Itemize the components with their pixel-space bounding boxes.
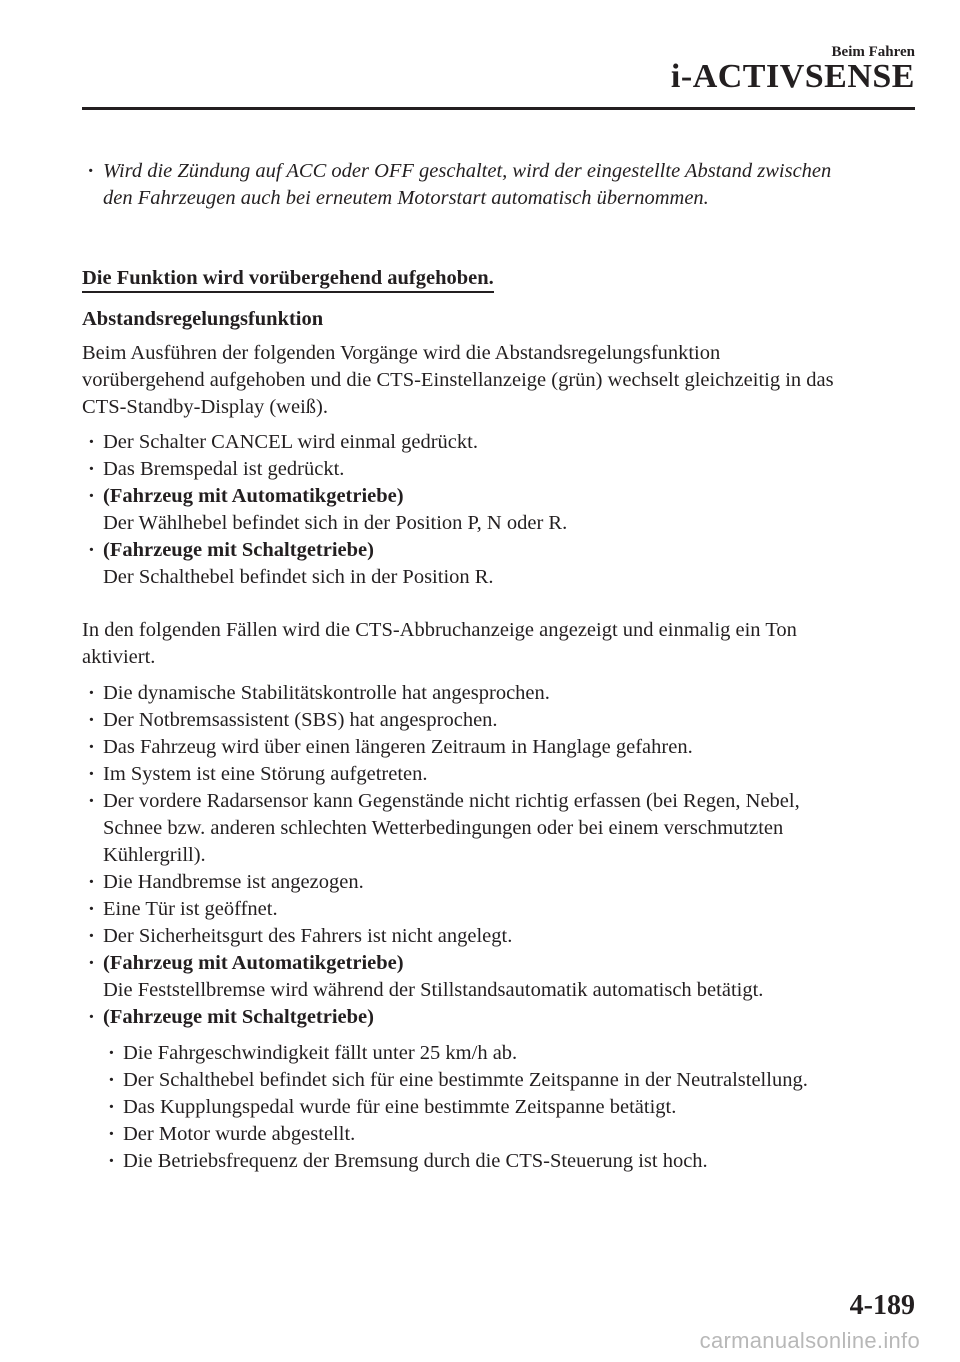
intro-bullet-line: den Fahrzeugen auch bei erneutem Motorstart automatisch übernommen. — [103, 187, 709, 209]
list-item — [82, 950, 922, 1004]
list-item: · (Fahrzeuge mit Schaltgetriebe) — [82, 1004, 922, 1031]
list-item-text: Der Schalthebel befindet sich in der Position R. — [103, 566, 494, 588]
list-item: · Der Sicherheitsgurt des Fahrers ist nicht angelegt. — [82, 923, 922, 950]
watermark: carmanualsonline.info — [699, 1328, 920, 1353]
sublist-item: · Der Motor wurde abgestellt. — [102, 1121, 922, 1148]
paragraph-line: In den folgenden Fällen wird die CTS-Abbruchanzeige angezeigt und einmalig ein Ton — [82, 619, 797, 641]
list-item: · Der Schalter CANCEL wird einmal gedrückt. — [82, 429, 922, 456]
list-item: · Das Bremspedal ist gedrückt. — [82, 456, 922, 483]
list-item: · Die dynamische Stabilitätskontrolle hat angesprochen. — [82, 680, 922, 707]
header-title: i-ACTIVSENSE — [670, 58, 915, 95]
list-item: · Im System ist eine Störung aufgetreten. — [82, 761, 922, 788]
paragraph-line: vorübergehend aufgehoben und die CTS-Einstellanzeige (grün) wechselt gleichzeitig in das — [82, 369, 834, 391]
page-number: 4-189 — [849, 1290, 915, 1321]
sublist-item: · Die Betriebsfrequenz der Bremsung durch die CTS-Steuerung ist hoch. — [102, 1148, 922, 1175]
list-item: · Das Fahrzeug wird über einen längeren Zeitraum in Hanglage gefahren. — [82, 734, 922, 761]
paragraph-line: CTS-Standby-Display (weiß). — [82, 396, 328, 418]
paragraph-1 — [82, 340, 922, 421]
list-item — [82, 483, 922, 537]
cancel-conditions-list — [82, 429, 922, 591]
intro-bullet-line: · Wird die Zündung auf ACC oder OFF geschaltet, wird der eingestellte Abstand zwischen — [103, 160, 832, 182]
list-item — [82, 537, 922, 591]
list-item-line: Schnee bzw. anderen schlechten Wetterbedingungen oder bei einem verschmutzten — [103, 817, 784, 839]
sublist-item: · Das Kupplungspedal wurde für eine bestimmte Zeitspanne betätigt. — [102, 1094, 922, 1121]
paragraph-line: aktiviert. — [82, 646, 156, 668]
header-divider — [82, 107, 915, 110]
list-item-title: · (Fahrzeuge mit Schaltgetriebe) — [103, 539, 374, 561]
list-item: · Der Notbremsassistent (SBS) hat angesprochen. — [82, 707, 922, 734]
list-item-text: Die Feststellbremse wird während der Stillstandsautomatik automatisch betätigt. — [103, 979, 764, 1001]
list-item-text: Der Wählhebel befindet sich in der Position P, N oder R. — [103, 512, 568, 534]
abort-conditions-list — [82, 680, 922, 1031]
list-item — [82, 788, 922, 869]
sublist-item: · Die Fahrgeschwindigkeit fällt unter 25 km/h ab. — [102, 1040, 922, 1067]
page-content — [82, 158, 922, 1175]
list-item-title: · (Fahrzeug mit Automatikgetriebe) — [103, 485, 404, 507]
header-section-label: Beim Fahren — [831, 44, 915, 60]
section-heading: Die Funktion wird vorübergehend aufgehoben. — [82, 266, 494, 293]
manual-transmission-sublist — [102, 1040, 922, 1175]
sublist-item: · Der Schalthebel befindet sich für eine bestimmte Zeitspanne in der Neutralstellung. — [102, 1067, 922, 1094]
intro-bullet — [82, 158, 922, 212]
list-item: · Eine Tür ist geöffnet. — [82, 896, 922, 923]
paragraph-2 — [82, 617, 922, 671]
list-item-line: Kühlergrill). — [103, 844, 206, 866]
list-item-title: · (Fahrzeug mit Automatikgetriebe) — [103, 952, 404, 974]
list-item: · Die Handbremse ist angezogen. — [82, 869, 922, 896]
subheading: Abstandsregelungsfunktion — [82, 308, 324, 330]
list-item-line: · Der vordere Radarsensor kann Gegenstände nicht richtig erfassen (bei Regen, Nebel, — [103, 790, 800, 812]
paragraph-line: Beim Ausführen der folgenden Vorgänge wird die Abstandsregelungsfunktion — [82, 342, 721, 364]
